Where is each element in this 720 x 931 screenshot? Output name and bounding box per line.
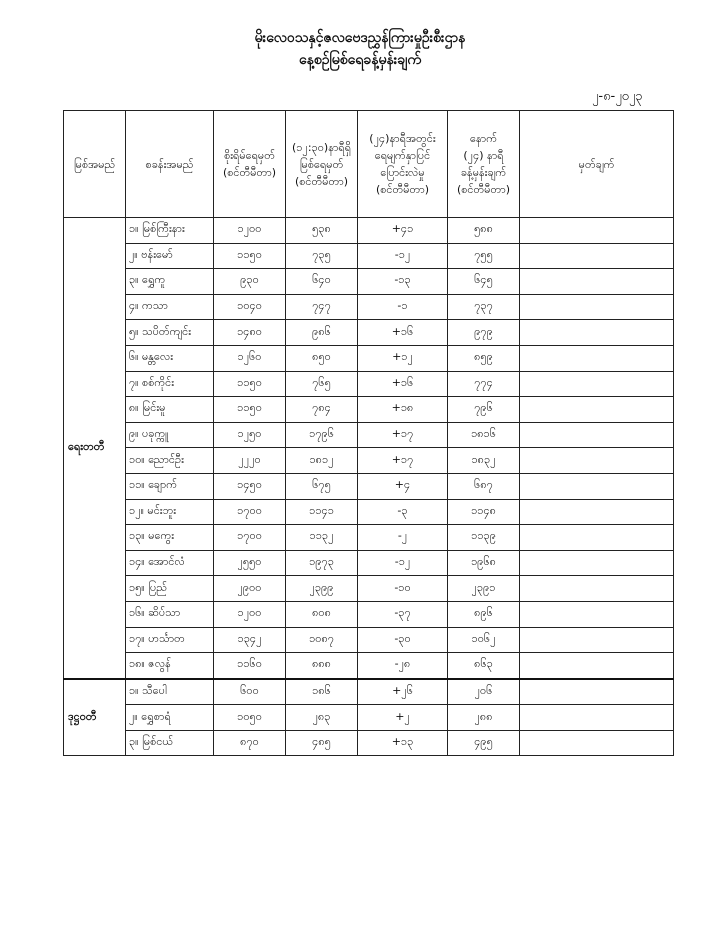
danger-level-cell: ၁၂၆၀ [214,345,286,371]
table-row [64,371,674,397]
station-cell: ၁၄။ အောင်လံ [126,550,214,576]
danger-level-cell: ၁၁၅၀ [214,371,286,397]
table-row [64,679,674,705]
change-cell: +၁၇ [358,422,448,448]
table-row [64,525,674,551]
station-cell: ၁၃။ မကွေး [126,525,214,551]
change-cell: +၄ [358,473,448,499]
observed-level-cell: ၈၅၀ [286,345,358,371]
river-level-table [63,110,674,756]
observed-level-cell: ၆၇၅ [286,473,358,499]
station-cell: ၄။ ကသာ [126,294,214,320]
remarks-cell [520,499,674,525]
remarks-cell [520,371,674,397]
header-change: (၂၄)နာရီအတွင်း ရေမျက်နှာပြင် ပြောင်းလဲမှု (စင်တီမီတာ) [358,111,448,218]
forecast-cell: ၇၉၆ [448,397,520,423]
remarks-cell [520,705,674,731]
table-row [64,422,674,448]
observed-level-cell: ၁၈၆ [286,679,358,705]
change-cell: +၁၈ [358,397,448,423]
change-cell: +၂၆ [358,679,448,705]
danger-level-cell: ၁၂၅၀ [214,422,286,448]
header-remarks: မှတ်ချက် [520,111,674,218]
observed-level-cell: ၁၁၄၁ [286,499,358,525]
observed-level-cell: ၁၁၃၂ [286,525,358,551]
observed-level-cell: ၉၈၆ [286,320,358,346]
forecast-cell: ၇၅၅ [448,243,520,269]
station-cell: ၁။ သီပေါ [126,679,214,705]
table-row [64,243,674,269]
change-cell: +၁၃ [358,730,448,756]
danger-level-cell: ၁၀၅၀ [214,705,286,731]
table-row [64,345,674,371]
danger-level-cell: ၂၉၀၀ [214,576,286,602]
remarks-cell [520,550,674,576]
table-row [64,320,674,346]
forecast-cell: ၇၇၄ [448,371,520,397]
danger-level-cell: ၉၃၀ [214,269,286,295]
danger-level-cell: ၁၁၅၀ [214,243,286,269]
remarks-cell [520,576,674,602]
table-row [64,499,674,525]
station-cell: ၉။ ပခုက္ကူ [126,422,214,448]
observed-level-cell: ၈၀၈ [286,601,358,627]
station-cell: ၃။ ရွှေကူ [126,269,214,295]
table-row [64,730,674,756]
danger-level-cell: ၆၀၀ [214,679,286,705]
observed-level-cell: ၇၈၄ [286,397,358,423]
observed-level-cell: ၈၈၈ [286,653,358,679]
table-row [64,601,674,627]
station-cell: ၁။ မြစ်ကြီးနား [126,218,214,244]
table-row [64,705,674,731]
forecast-cell: ၈၆၃ [448,653,520,679]
header-station: စခန်းအမည် [126,111,214,218]
header-forecast: နောက် (၂၄) နာရီ ခန့်မှန်းချက် (စင်တီမီတာ) [448,111,520,218]
forecast-cell: ၁၈၁၆ [448,422,520,448]
remarks-cell [520,653,674,679]
station-cell: ၅။ သပိတ်ကျင်း [126,320,214,346]
remarks-cell [520,243,674,269]
station-cell: ၂။ ရွှေစာရံ [126,705,214,731]
change-cell: -၁၀ [358,576,448,602]
danger-level-cell: ၁၄၈၀ [214,320,286,346]
change-cell: -၁၂ [358,243,448,269]
forecast-cell: ၂၀၆ [448,679,520,705]
danger-level-cell: ၁၁၅၀ [214,397,286,423]
report-date: ၂-၈-၂၀၂၃ [592,89,643,104]
observed-level-cell: ၁၀၈၇ [286,627,358,653]
table-row [64,397,674,423]
station-cell: ၁၈။ ဇလွန် [126,653,214,679]
remarks-cell [520,320,674,346]
change-cell: -၁၃ [358,269,448,295]
forecast-cell: ၁၁၃၉ [448,525,520,551]
remarks-cell [520,730,674,756]
change-cell: +၁၆ [358,320,448,346]
remarks-cell [520,397,674,423]
observed-level-cell: ၁၇၉၆ [286,422,358,448]
observed-level-cell: ၁၉၇၃ [286,550,358,576]
forecast-cell: ၆၈၇ [448,473,520,499]
station-cell: ၆။ မန္တလေး [126,345,214,371]
remarks-cell [520,525,674,551]
danger-level-cell: ၂၂၂၀ [214,448,286,474]
table-row [64,550,674,576]
remarks-cell [520,345,674,371]
observed-level-cell: ၂၈၃ [286,705,358,731]
change-cell: -၂ [358,525,448,551]
table-row [64,473,674,499]
header-observed-level: (၁၂:၃၀)နာရီရှိ မြစ်ရေမှတ် (စင်တီမီတာ) [286,111,358,218]
station-cell: ၂။ ဗန်းမော် [126,243,214,269]
table-row [64,576,674,602]
forecast-cell: ၂၃၉၁ [448,576,520,602]
river-name-cell: ရေးတတီ [64,218,126,679]
change-cell: -၃၀ [358,627,448,653]
table-row [64,218,674,244]
header-row [64,111,674,218]
remarks-cell [520,269,674,295]
forecast-cell: ၁၁၄၈ [448,499,520,525]
station-cell: ၇။ စစ်ကိုင်း [126,371,214,397]
table-row [64,269,674,295]
change-cell: +၁၂ [358,345,448,371]
remarks-cell [520,473,674,499]
station-cell: ၁၂။ မင်းဘူး [126,499,214,525]
observed-level-cell: ၁၈၁၂ [286,448,358,474]
station-cell: ၁၁။ ချောက် [126,473,214,499]
forecast-cell: ၄၉၅ [448,730,520,756]
forecast-cell: ၁၈၃၂ [448,448,520,474]
forecast-cell: ၈၉၆ [448,601,520,627]
remarks-cell [520,448,674,474]
header-danger-level: စိုးရိမ်ရေမှတ် (စင်တီမီတာ) [214,111,286,218]
forecast-cell: ၁၀၆၂ [448,627,520,653]
remarks-cell [520,422,674,448]
observed-level-cell: ၄၈၅ [286,730,358,756]
observed-level-cell: ၇၆၅ [286,371,358,397]
forecast-cell: ၈၅၉ [448,345,520,371]
danger-level-cell: ၂၅၅၀ [214,550,286,576]
forecast-cell: ၅၈၈ [448,218,520,244]
header-river: မြစ်အမည် [64,111,126,218]
observed-level-cell: ၂၃၉၉ [286,576,358,602]
observed-level-cell: ၅၃၈ [286,218,358,244]
danger-level-cell: ၁၇၀၀ [214,525,286,551]
observed-level-cell: ၇၄၇ [286,294,358,320]
forecast-cell: ၁၉၆၈ [448,550,520,576]
danger-level-cell: ၁၇၀၀ [214,499,286,525]
table-row [64,448,674,474]
change-cell: +၄၁ [358,218,448,244]
change-cell: -၁ [358,294,448,320]
station-cell: ၃။ မြစ်ငယ် [126,730,214,756]
change-cell: +၁၇ [358,448,448,474]
title-report: နေ့စဉ်မြစ်ရေခန့်မှန်းချက် [298,52,422,68]
observed-level-cell: ၇၃၅ [286,243,358,269]
station-cell: ၁၅။ ပြည် [126,576,214,602]
danger-level-cell: ၁၂၀၀ [214,601,286,627]
remarks-cell [520,601,674,627]
change-cell: -၃၇ [358,601,448,627]
station-cell: ၈။ မြင်းမူ [126,397,214,423]
station-cell: ၁၇။ ဟင်္သာတ [126,627,214,653]
danger-level-cell: ၁၂၀၀ [214,218,286,244]
danger-level-cell: ၁၀၄၀ [214,294,286,320]
remarks-cell [520,627,674,653]
forecast-cell: ၉၇၉ [448,320,520,346]
forecast-cell: ၇၃၇ [448,294,520,320]
observed-level-cell: ၆၄၀ [286,269,358,295]
title-agency: မိုးလေဝသနှင့်ဇလဗေဒညွှန်ကြားမှုဦးစီးဌာန [254,30,466,46]
danger-level-cell: ၈၇၀ [214,730,286,756]
remarks-cell [520,218,674,244]
forecast-cell: ၂၈၈ [448,705,520,731]
table-row [64,627,674,653]
change-cell: -၃ [358,499,448,525]
danger-level-cell: ၁၁၆၀ [214,653,286,679]
remarks-cell [520,294,674,320]
change-cell: -၁၂ [358,550,448,576]
change-cell: +၂ [358,705,448,731]
river-name-cell: ဒုဋ္ဌဝတီ [64,679,126,756]
danger-level-cell: ၁၄၅၀ [214,473,286,499]
table-row [64,294,674,320]
station-cell: ၁၀။ ညောင်ဦး [126,448,214,474]
danger-level-cell: ၁၃၄၂ [214,627,286,653]
table-row [64,653,674,679]
remarks-cell [520,679,674,705]
forecast-cell: ၆၄၅ [448,269,520,295]
change-cell: -၂၈ [358,653,448,679]
station-cell: ၁၆။ ဆိပ်သာ [126,601,214,627]
change-cell: +၁၆ [358,371,448,397]
